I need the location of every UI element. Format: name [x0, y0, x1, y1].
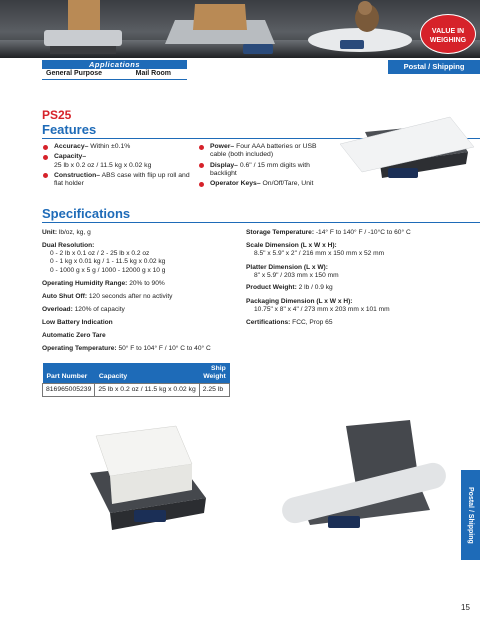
feature-item: Operator Keys– On/Off/Tare, Unit: [198, 180, 333, 188]
features-list-left: [42, 143, 192, 190]
column-header: Capacity: [95, 363, 199, 384]
feature-item: Accuracy– Within ±0.1%: [42, 143, 192, 151]
top-banner: [0, 0, 480, 58]
features-list-right: [198, 143, 333, 190]
features-heading: Features: [42, 122, 97, 137]
applications-list: [42, 70, 187, 77]
scale-with-box-image: [40, 0, 130, 58]
column-header: Part Number: [43, 363, 95, 384]
ps25-scale-image: [340, 112, 475, 190]
specifications-rule: [42, 222, 480, 223]
spec-low-battery: Low Battery Indication: [42, 319, 113, 326]
model-name: PS25: [42, 108, 72, 122]
table-row: 816965005239 25 lb x 0.2 oz / 11.5 kg x 0.02 kg 2.25 lb: [43, 384, 230, 397]
specifications-heading: Specifications: [42, 206, 131, 221]
spec-certifications: Certifications: FCC, Prop 65: [246, 319, 333, 326]
spec-auto-zero: Automatic Zero Tare: [42, 332, 106, 339]
scale-with-dog-image: [305, 0, 415, 58]
feature-item: Power– Four AAA batteries or USB cable (both included): [198, 143, 333, 160]
scale-with-parcel-image: [165, 0, 285, 58]
feature-item: Construction– ABS case with flip up roll and flat holder: [42, 172, 192, 189]
spec-product-weight: Product Weight: 2 lb / 0.9 kg: [246, 284, 333, 291]
spec-auto-shut-off: Auto Shut Off: 120 seconds after no activity: [42, 293, 173, 300]
column-header: Ship Weight: [199, 363, 230, 384]
page-number: 15: [461, 603, 470, 612]
spec-platter-dimension: Platter Dimension (L x W): 8" x 5.9" / 203 mm x 150 mm: [246, 264, 339, 280]
spec-overload: Overload: 120% of capacity: [42, 306, 125, 313]
value-in-weighing-badge: VALUE IN WEIGHING: [420, 14, 476, 54]
applications-heading: Applications: [42, 60, 187, 69]
side-category-tab: Postal / Shipping: [461, 470, 480, 560]
spec-packaging-dimension: Packaging Dimension (L x W x H): 10.75" x 8" x 4" / 273 mm x 203 mm x 101 mm: [246, 298, 390, 314]
category-tab: Postal / Shipping: [388, 60, 480, 74]
applications-rule: [42, 79, 187, 80]
scale-with-tube-photo: [280, 420, 450, 545]
spec-unit: Unit: lb/oz, kg, g: [42, 229, 91, 236]
scale-with-box-photo: [80, 418, 210, 540]
spec-storage-temperature: Storage Temperature: -14° F to 140° F / -10°C to 60° C: [246, 229, 411, 236]
spec-operating-temperature: Operating Temperature: 50° F to 104° F / 10° C to 40° C: [42, 345, 211, 352]
spec-dual-resolution: Dual Resolution: 0 - 2 lb x 0.1 oz / 2 - 25 lb x 0.2 oz 0 - 1 kg x 0.01 kg / 1 - 11.5 kg x 0.02 kg 0 - 1000 g x 5 g / 1000 - 12000 g x 10 g: [42, 242, 166, 274]
parts-table: [42, 363, 230, 397]
application-item: Mail Room: [135, 70, 171, 77]
feature-item: Display– 0.6" / 15 mm digits with backlight: [198, 162, 333, 179]
feature-item: Capacity– 25 lb x 0.2 oz / 11.5 kg x 0.02 kg: [42, 153, 192, 170]
spec-scale-dimension: Scale Dimension (L x W x H): 8.5" x 5.9" x 2" / 216 mm x 150 mm x 52 mm: [246, 242, 385, 258]
application-item: General Purpose: [46, 70, 103, 77]
spec-humidity: Operating Humidity Range: 20% to 90%: [42, 280, 165, 287]
